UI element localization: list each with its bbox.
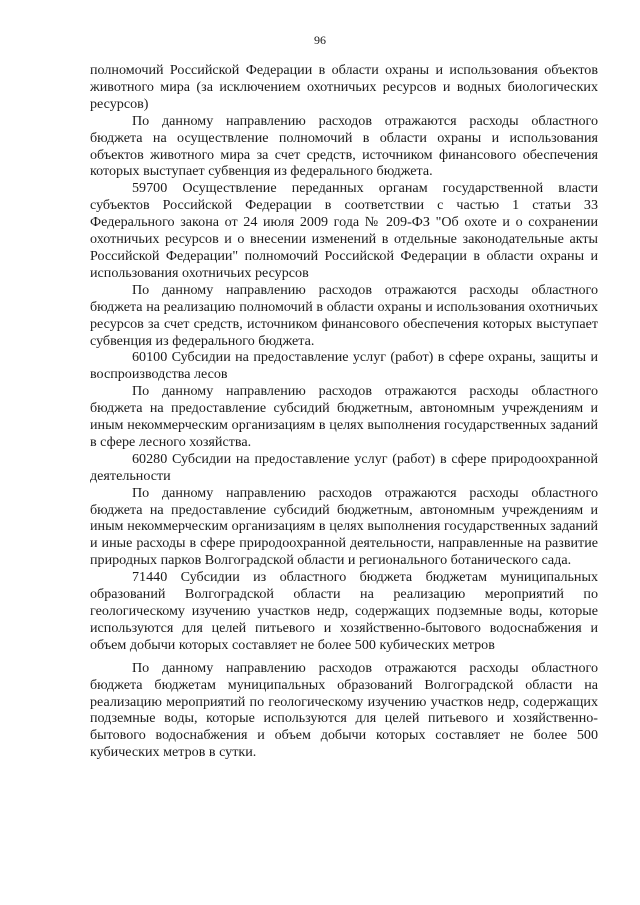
page-number: 96 <box>314 33 326 47</box>
paragraph-p7: 60280 Субсидии на предоставление услуг (работ) в сфере природоохранной деятельности <box>90 450 598 484</box>
paragraph-p5: 60100 Субсидии на предоставление услуг (работ) в сфере охраны, защиты и воспроизводства лесов <box>90 349 598 383</box>
paragraph-p8: По данному направлению расходов отражаются расходы областного бюджета на предоставление субсидий бюджетным, автономным учреждениям и иным некоммерческим организациям в целях выполнения государственных заданий и иные расходы в сфере природоохранной деятельности, направленные на развитие природных парков Волгоградской области и регионального ботанического сада. <box>90 484 598 569</box>
paragraph-p3: 59700 Осуществление переданных органам государственной власти субъектов Российской Федерации в соответствии с частью 1 статьи 33 Федерального закона от 24 июля 2009 года № 209-ФЗ "Об охоте и о сохранении охотничьих ресурсов и о внесении изменений в отдельные законодательные акты Российской Федерации" полномочий Российской Федерации в области охраны и использования охотничьих ресурсов <box>90 180 598 281</box>
paragraph-p9: 71440 Субсидии из областного бюджета бюджетам муниципальных образований Волгоградской области на реализацию мероприятий по геологическому изучению участков недр, содержащих подземные воды, которые используются для целей питьевого и хозяйственно-бытового водоснабжения и объем добычи которых составляет не более 500 кубических метров <box>90 569 598 653</box>
document-body <box>90 62 598 761</box>
paragraph-p1: полномочий Российской Федерации в области охраны и использования объектов животного мира (за исключением охотничьих ресурсов и водных биологических ресурсов) <box>90 62 598 112</box>
paragraph-p4: По данному направлению расходов отражаются расходы областного бюджета на реализацию полномочий в области охраны и использования охотничьих ресурсов за счет средств, источником финансового обеспечения которых выступает субвенция из федерального бюджета. <box>90 281 598 349</box>
paragraph-p6: По данному направлению расходов отражаются расходы областного бюджета на предоставление субсидий бюджетным, автономным учреждениям и иным некоммерческим организациям в целях выполнения государственных заданий в сфере лесного хозяйства. <box>90 383 598 450</box>
paragraph-p10: По данному направлению расходов отражаются расходы областного бюджета бюджетам муниципальных образований Волгоградской области на реализацию мероприятий по геологическому изучению участков недр, содержащих подземные воды, которые используются для целей питьевого и хозяйственно-бытового водоснабжения и объем добычи которых составляет не более 500 кубических метров в сутки. <box>90 659 598 761</box>
paragraph-p2: По данному направлению расходов отражаются расходы областного бюджета на осуществление полномочий в области охраны и использования объектов животного мира за счет средств, источником финансового обеспечения которых выступает субвенция из федерального бюджета. <box>90 112 598 180</box>
